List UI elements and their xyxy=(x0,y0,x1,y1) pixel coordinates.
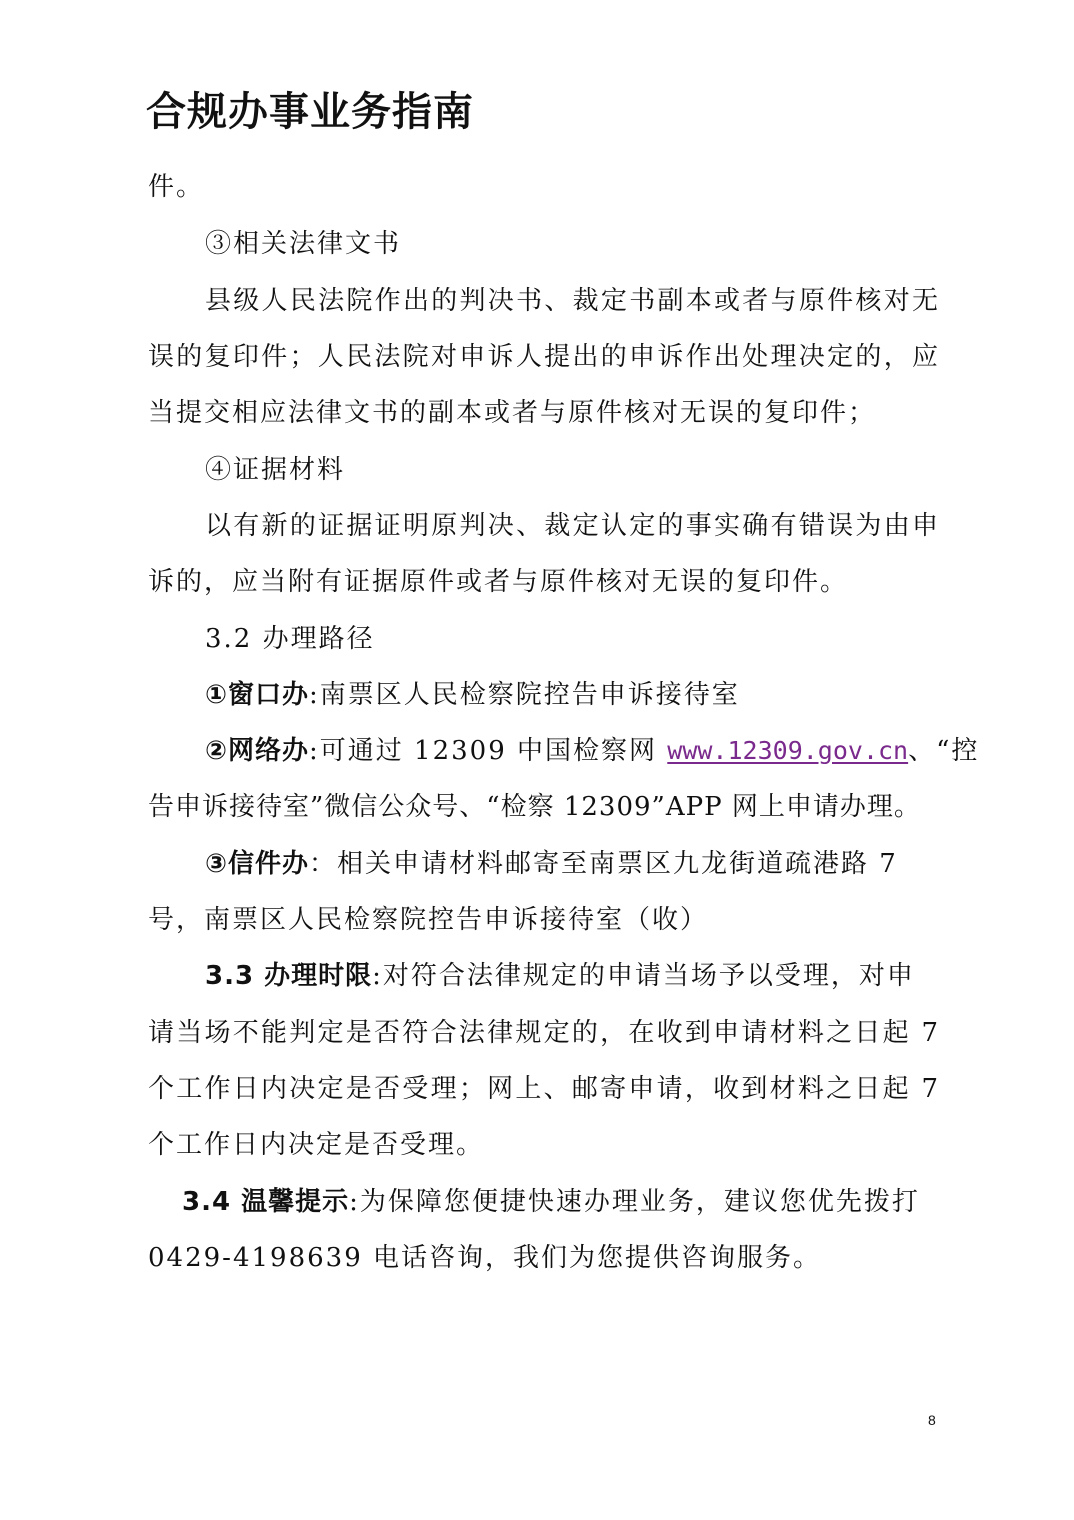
paragraph-line: 县级人民法院作出的判决书、裁定书副本或者与原件核对无 xyxy=(205,286,938,316)
mail-service-line xyxy=(205,847,938,881)
page-number: 8 xyxy=(928,1412,936,1428)
subheading-evidence: ④证据材料 xyxy=(205,455,346,485)
paragraph-line: 个工作日内决定是否受理；网上、邮寄申请，收到材料之日起 7 xyxy=(148,1074,938,1104)
window-service-label: ①窗口办 xyxy=(205,680,310,710)
paragraph-line: 诉的，应当附有证据原件或者与原件核对无误的复印件。 xyxy=(148,567,849,597)
paragraph-line: 当提交相应法律文书的副本或者与原件核对无误的复印件； xyxy=(148,398,877,428)
online-service-text: :可通过 12309 中国检察网 xyxy=(309,736,668,766)
window-service-text: :南票区人民检察院控告申诉接待室 xyxy=(309,680,740,710)
window-service-line xyxy=(205,678,938,712)
section-3-3-line xyxy=(205,959,938,993)
section-3-4-text: :为保障您便捷快速办理业务，建议您优先拨打 xyxy=(349,1187,920,1217)
mail-service-text: ：相关申请材料邮寄至南票区九龙街道疏港路 7 xyxy=(309,849,898,879)
section-3-2-title: 3.2 办理路径 xyxy=(205,624,375,654)
section-3-3-title: 3.3 办理时限 xyxy=(205,961,373,991)
section-3-4-line xyxy=(182,1185,938,1219)
website-link[interactable]: www.12309.gov.cn xyxy=(667,736,909,765)
online-service-text-tail: 、“控 xyxy=(908,736,980,766)
section-3-4-title: 3.4 温馨提示 xyxy=(182,1187,350,1217)
paragraph-line: 请当场不能判定是否符合法律规定的，在收到申请材料之日起 7 xyxy=(148,1018,938,1048)
paragraph-line: 个工作日内决定是否受理。 xyxy=(148,1130,485,1160)
subheading-legal-documents: ③相关法律文书 xyxy=(205,229,402,259)
paragraph-line: 告申诉接待室”微信公众号、“检察 12309”APP 网上申请办理。 xyxy=(148,792,921,822)
online-service-label: ②网络办 xyxy=(205,736,310,766)
paragraph-line: 0429-4198639 电话咨询，我们为您提供咨询服务。 xyxy=(148,1243,822,1273)
paragraph-line: 误的复印件；人民法院对申诉人提出的申诉作出处理决定的，应 xyxy=(148,342,938,372)
paragraph-line: 号，南票区人民检察院控告申诉接待室（收） xyxy=(148,905,709,935)
page-header-title: 合规办事业务指南 xyxy=(146,89,474,135)
section-3-3-text: :对符合法律规定的申请当场予以受理，对申 xyxy=(372,961,915,991)
online-service-line xyxy=(205,734,980,768)
paragraph-line: 以有新的证据证明原判决、裁定认定的事实确有错误为由申 xyxy=(205,511,938,541)
paragraph-line: 件。 xyxy=(148,172,205,202)
mail-service-label: ③信件办 xyxy=(205,849,310,879)
